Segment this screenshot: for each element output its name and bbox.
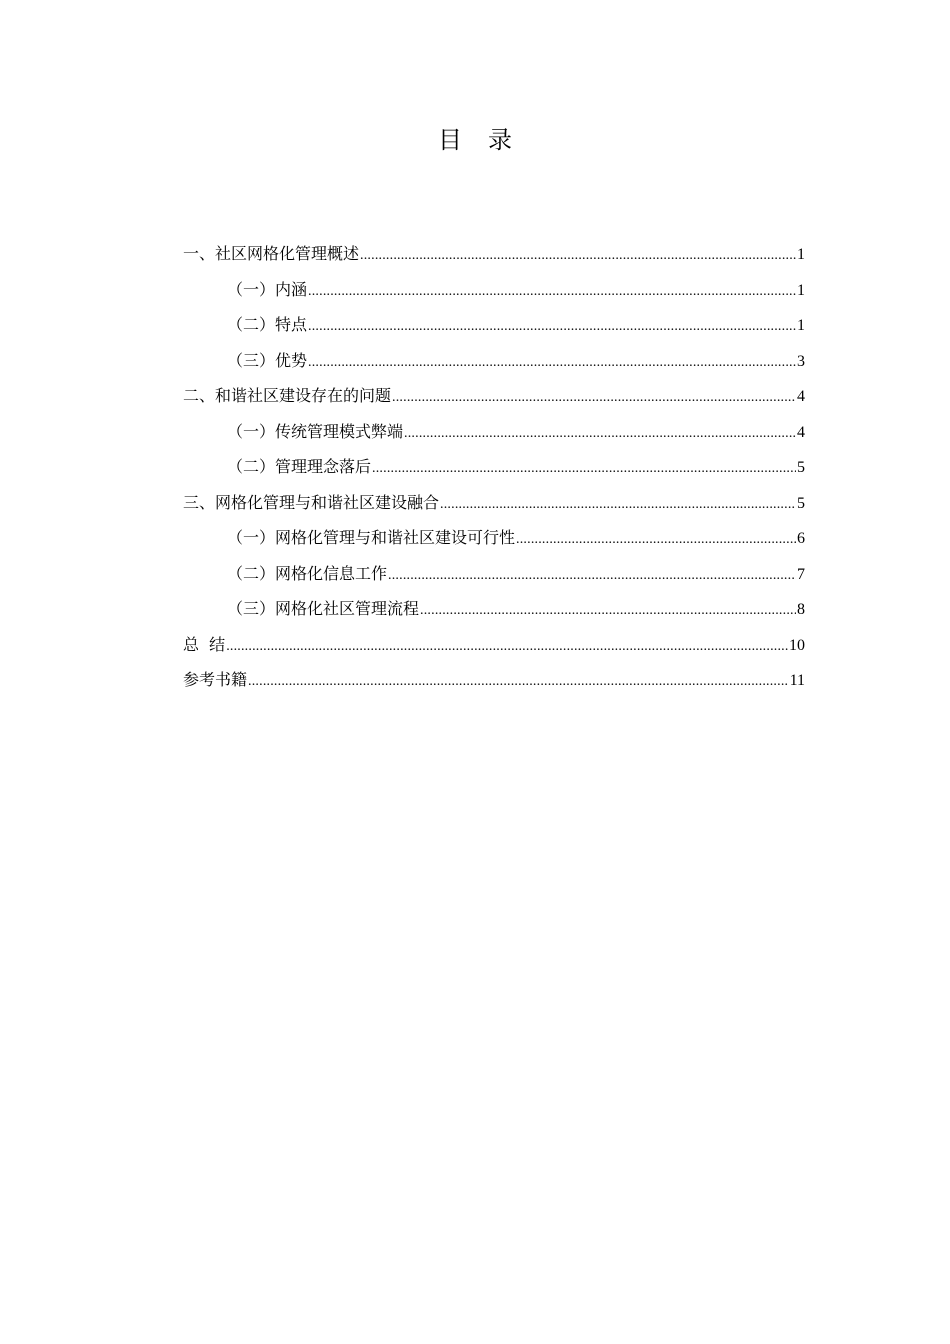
toc-page-number: 1 [797, 281, 805, 299]
toc-entry-title: 二、和谐社区建设存在的问题 [183, 386, 392, 405]
toc-entry-title: （三）网格化社区管理流程 [227, 599, 420, 618]
toc-entry[interactable] [183, 520, 805, 556]
toc-page-number: 11 [789, 672, 805, 689]
dot-leader [248, 664, 789, 700]
toc-entry-title: 总 结 [183, 634, 226, 654]
toc-entry-title: （一）传统管理模式弊端 [227, 421, 404, 441]
dot-leader [308, 309, 796, 345]
toc-entry-title: （二）特点 [227, 315, 308, 334]
toc-entry-title: （一）内涵 [227, 279, 308, 299]
dot-leader [308, 345, 796, 381]
dot-leader [420, 593, 796, 629]
toc-page-number: 5 [797, 494, 805, 512]
toc-entry-title: 参考书籍 [183, 670, 248, 689]
toc-entry[interactable] [183, 591, 805, 627]
toc-entry-title: 一、社区网格化管理概述 [183, 244, 360, 263]
toc-page-number: 4 [797, 388, 805, 405]
toc-entry-title: 三、网格化管理与和谐社区建设融合 [183, 492, 440, 512]
page-title-char: 目 [438, 126, 462, 154]
toc-entry-title: （二）管理理念落后 [227, 457, 372, 476]
toc-entry[interactable] [183, 272, 805, 308]
table-of-contents [183, 236, 805, 698]
toc-page-number: 3 [797, 352, 805, 370]
toc-page-number: 10 [789, 636, 805, 654]
page-title-char: 录 [488, 126, 512, 154]
dot-leader [308, 274, 796, 310]
toc-page-number: 4 [797, 423, 805, 441]
toc-entry[interactable] [183, 662, 805, 698]
toc-entry[interactable] [183, 343, 805, 379]
toc-page-number: 7 [797, 565, 805, 583]
toc-entry[interactable] [183, 449, 805, 485]
toc-entry[interactable] [183, 485, 805, 521]
dot-leader [516, 522, 796, 558]
dot-leader [360, 238, 796, 274]
page-title [0, 122, 950, 158]
toc-entry[interactable] [183, 627, 805, 663]
toc-page-number: 1 [797, 246, 805, 263]
toc-page-number: 5 [797, 459, 805, 476]
toc-entry-title: （二）网格化信息工作 [227, 563, 388, 583]
toc-entry-title: （三）优势 [227, 350, 308, 370]
toc-entry[interactable] [183, 307, 805, 343]
dot-leader [388, 558, 796, 594]
toc-entry[interactable] [183, 556, 805, 592]
dot-leader [226, 629, 788, 665]
toc-entry[interactable] [183, 236, 805, 272]
toc-page-number: 8 [797, 601, 805, 618]
toc-entry[interactable] [183, 378, 805, 414]
toc-page-number: 6 [797, 530, 805, 547]
dot-leader [440, 487, 796, 523]
dot-leader [404, 416, 796, 452]
toc-entry-title: （一）网格化管理与和谐社区建设可行性 [227, 528, 516, 547]
dot-leader [392, 380, 796, 416]
toc-page-number: 1 [797, 317, 805, 334]
toc-entry[interactable] [183, 414, 805, 450]
dot-leader [372, 451, 796, 487]
